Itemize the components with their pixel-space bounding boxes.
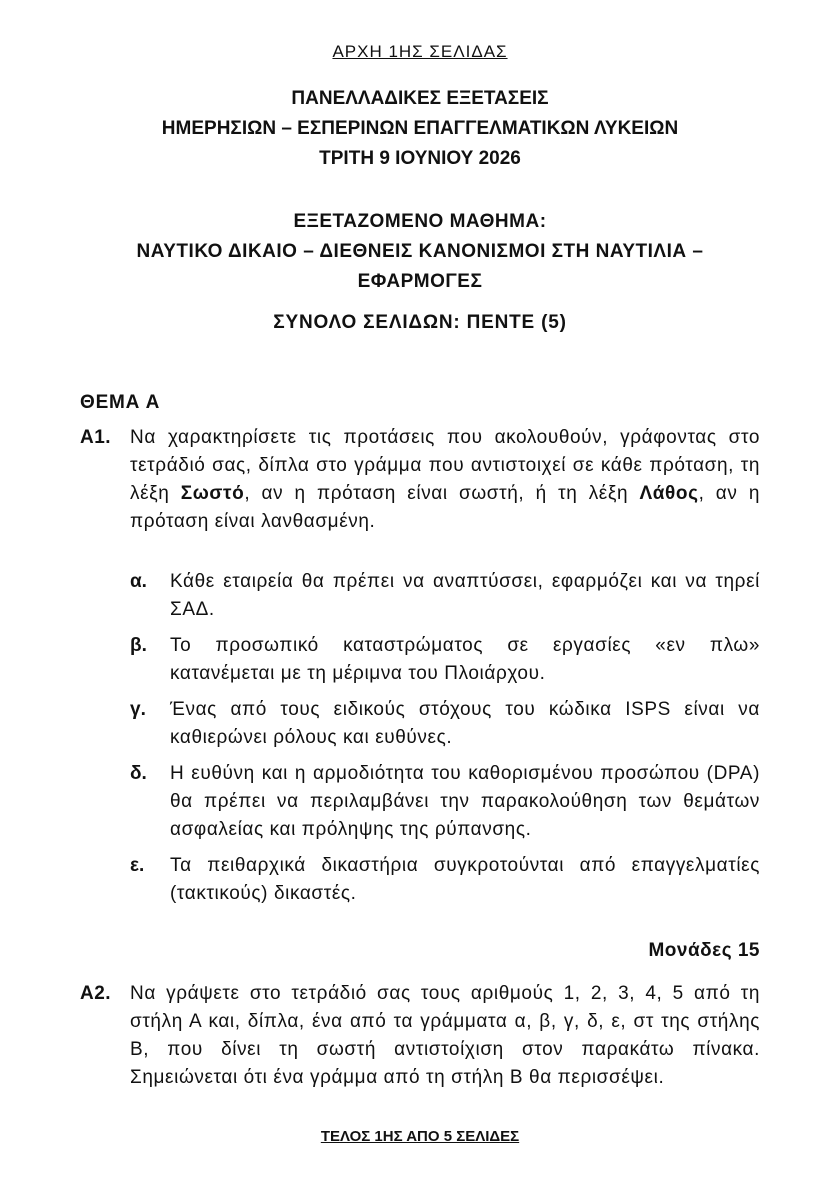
theme-title: ΘΕΜΑ Α (80, 392, 161, 413)
subject-line-1: ΕΞΕΤΑΖΟΜΕΝΟ ΜΑΘΗΜΑ: (293, 211, 547, 232)
subject-line-2: ΝΑΥΤΙΚΟ ΔΙΚΑΙΟ – ΔΙΕΘΝΕΙΣ ΚΑΝΟΝΙΣΜΟΙ ΣΤΗ ΝΑΥΤΙΛΙΑ – (136, 241, 704, 262)
statement-item (130, 696, 760, 752)
question-number: Α1. (80, 427, 112, 448)
question-text: Να γράψετε στο τετράδιό σας τους αριθμούς 1, 2, 3, 4, 5 από τη στήλη Α και, δίπλα, ένα από τα γράμματα α, β, γ, δ, ε, στ της στήλης Β, που δίνει τη σωστή αντιστοίχιση στον παρακάτω πίνακα. Σημειώνεται ότι ένα γράμμα από τη στήλη Β θα περισσέψει. (130, 983, 760, 1088)
statement-item (130, 760, 760, 844)
header-line-3: ΤΡΙΤΗ 9 ΙΟΥΝΙΟΥ 2026 (319, 148, 521, 169)
statement-text: Ένας από τους ειδικούς στόχους του κώδικα ISPS είναι να καθιερώνει ρόλους και ευθύνες. (170, 699, 760, 748)
question-text (130, 424, 760, 536)
statement-item (130, 852, 760, 908)
statement-letter: δ. (130, 763, 147, 784)
question-text-part: Να χαρακτηρίσετε τις προτάσεις που ακολουθούν, γράφοντας στο τετράδιό σας, δίπλα στο γράμμα που αντιστοιχεί σε κάθε πρόταση, τη λέξη (130, 427, 760, 504)
a1-statements (130, 568, 760, 916)
total-pages: ΣΥΝΟΛΟ ΣΕΛΙΔΩΝ: ΠΕΝΤΕ (5) (273, 312, 567, 333)
exam-subject (0, 207, 840, 297)
correct-keyword: Σωστό (180, 483, 245, 504)
statement-letter: α. (130, 571, 147, 592)
wrong-keyword: Λάθος (639, 483, 699, 504)
question-number: Α2. (80, 983, 112, 1004)
statement-item (130, 568, 760, 624)
statement-letter: γ. (130, 699, 146, 720)
subject-line-3: ΕΦΑΡΜΟΓΕΣ (357, 271, 483, 292)
question-a2 (80, 980, 760, 1092)
header-line-2: ΗΜΕΡΗΣΙΩΝ – ΕΣΠΕΡΙΝΩΝ ΕΠΑΓΓΕΛΜΑΤΙΚΩΝ ΛΥΚΕΙΩΝ (161, 118, 679, 139)
statement-text: Κάθε εταιρεία θα πρέπει να αναπτύσσει, εφαρμόζει και να τηρεί ΣΑΔ. (170, 571, 760, 620)
question-text-part: , αν η πρόταση είναι λανθασμένη. (130, 483, 760, 532)
page-end-marker: ΤΕΛΟΣ 1ΗΣ ΑΠΟ 5 ΣΕΛΙΔΕΣ (320, 1128, 520, 1145)
header-line-1: ΠΑΝΕΛΛΑΔΙΚΕΣ ΕΞΕΤΑΣΕΙΣ (291, 88, 549, 109)
exam-header (0, 84, 840, 174)
question-text-part: , αν η πρόταση είναι σωστή, ή τη λέξη (244, 483, 640, 504)
statement-letter: β. (130, 635, 147, 656)
statement-text: Το προσωπικό καταστρώματος σε εργασίες «εν πλω» κατανέμεται με τη μέριμνα του Πλοιάρχου. (170, 635, 760, 684)
marks-label: Μονάδες 15 (648, 940, 760, 961)
question-a1 (80, 424, 760, 536)
page-start-marker: ΑΡΧΗ 1ΗΣ ΣΕΛΙΔΑΣ (332, 42, 508, 61)
statement-text: Η ευθύνη και η αρμοδιότητα του καθορισμένου προσώπου (DPA) θα πρέπει να περιλαμβάνει την παρακολούθηση των θεμάτων ασφαλείας και πρόληψης της ρύπανσης. (170, 763, 760, 840)
statement-item (130, 632, 760, 688)
statement-letter: ε. (130, 855, 145, 876)
statement-text: Τα πειθαρχικά δικαστήρια συγκροτούνται από επαγγελματίες (τακτικούς) δικαστές. (170, 855, 760, 904)
